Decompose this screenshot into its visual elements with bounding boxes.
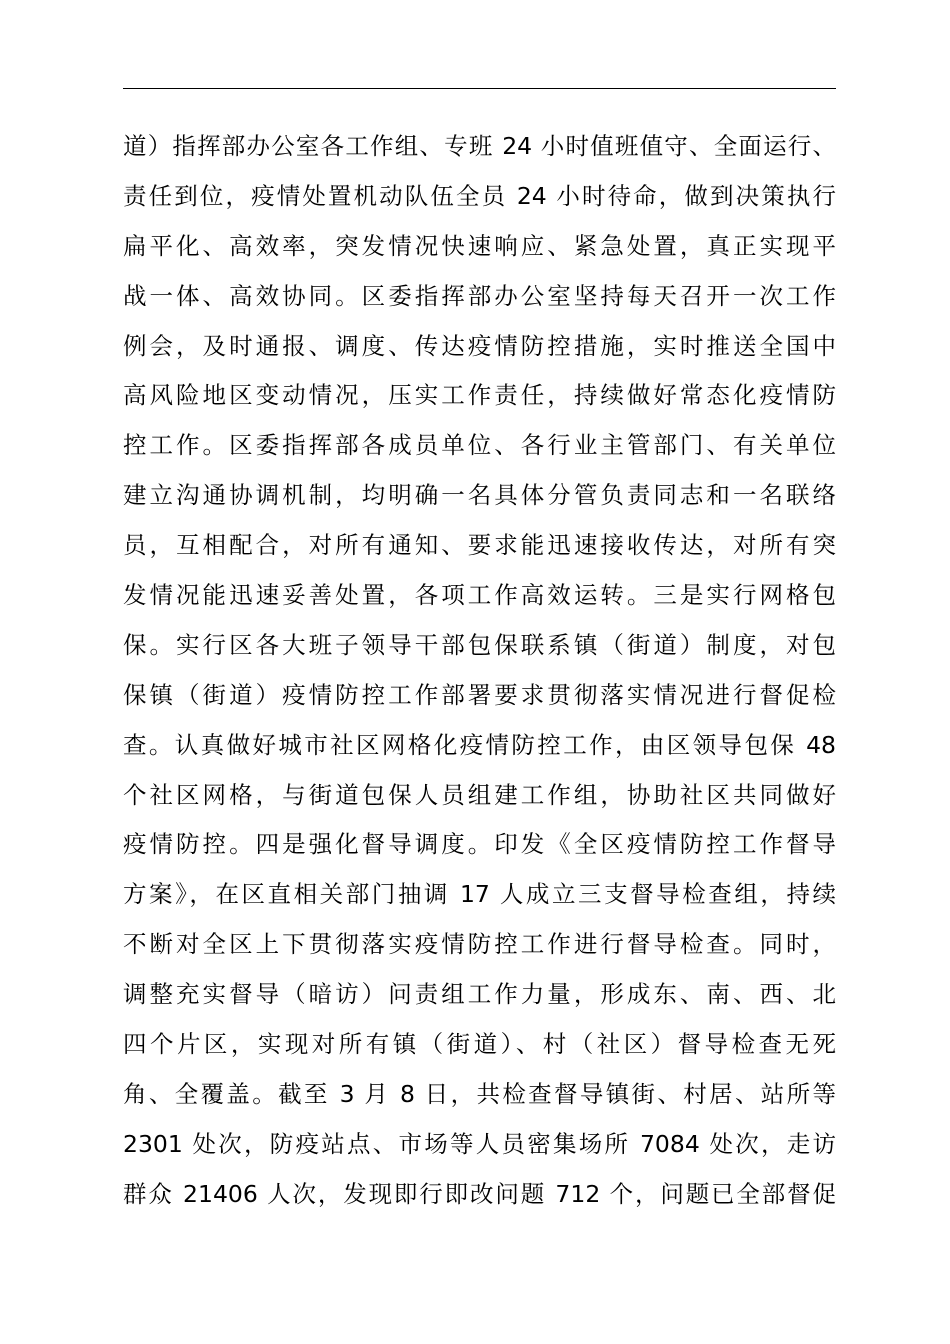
text-line-9: 员，互相配合，对所有通知、要求能迅速接收传达，对所有突: [123, 531, 836, 560]
text-line-17: 不断对全区上下贯彻落实疫情防控工作进行督导检查。同时，: [123, 930, 836, 959]
text-line-5: 例会，及时通报、调度、传达疫情防控措施，实时推送全国中: [123, 331, 836, 360]
text-line-14: 个社区网格，与街道包保人员组建工作组，协助社区共同做好: [123, 780, 836, 809]
text-line-18: 调整充实督导（暗访）问责组工作力量，形成东、南、西、北: [123, 980, 836, 1009]
text-line-1: 道）指挥部办公室各工作组、专班 24 小时值班值守、全面运行、: [123, 132, 836, 160]
text-line-21: 2301 处次，防疫站点、市场等人员密集场所 7084 处次，走访: [123, 1129, 836, 1158]
text-line-7: 控工作。区委指挥部各成员单位、各行业主管部门、有关单位: [123, 431, 836, 460]
header-rule: [123, 88, 836, 89]
text-line-3: 扁平化、高效率，突发情况快速响应、紧急处置，真正实现平: [123, 231, 836, 260]
body-paragraph: [123, 122, 836, 1220]
text-line-4: 战一体、高效协同。区委指挥部办公室坚持每天召开一次工作: [123, 281, 836, 310]
text-line-22: 群众 21406 人次，发现即行即改问题 712 个，问题已全部督促: [123, 1179, 836, 1208]
text-line-2: 责任到位，疫情处置机动队伍全员 24 小时待命，做到决策执行: [123, 181, 836, 210]
text-line-13: 查。认真做好城市社区网格化疫情防控工作，由区领导包保 48: [123, 730, 836, 759]
text-line-16: 方案》，在区直相关部门抽调 17 人成立三支督导检查组，持续: [123, 880, 836, 909]
text-line-19: 四个片区，实现对所有镇（街道）、村（社区）督导检查无死: [123, 1030, 836, 1059]
text-line-11: 保。实行区各大班子领导干部包保联系镇（街道）制度，对包: [123, 630, 836, 659]
text-line-10: 发情况能迅速妥善处置，各项工作高效运转。三是实行网格包: [123, 581, 836, 610]
text-line-8: 建立沟通协调机制，均明确一名具体分管负责同志和一名联络: [123, 481, 836, 510]
text-line-20: 角、全覆盖。截至 3 月 8 日，共检查督导镇街、村居、站所等: [123, 1079, 836, 1108]
text-line-6: 高风险地区变动情况，压实工作责任，持续做好常态化疫情防: [123, 381, 836, 410]
text-line-15: 疫情防控。四是强化督导调度。印发《全区疫情防控工作督导: [123, 830, 836, 859]
text-line-12: 保镇（街道）疫情防控工作部署要求贯彻落实情况进行督促检: [123, 680, 836, 709]
